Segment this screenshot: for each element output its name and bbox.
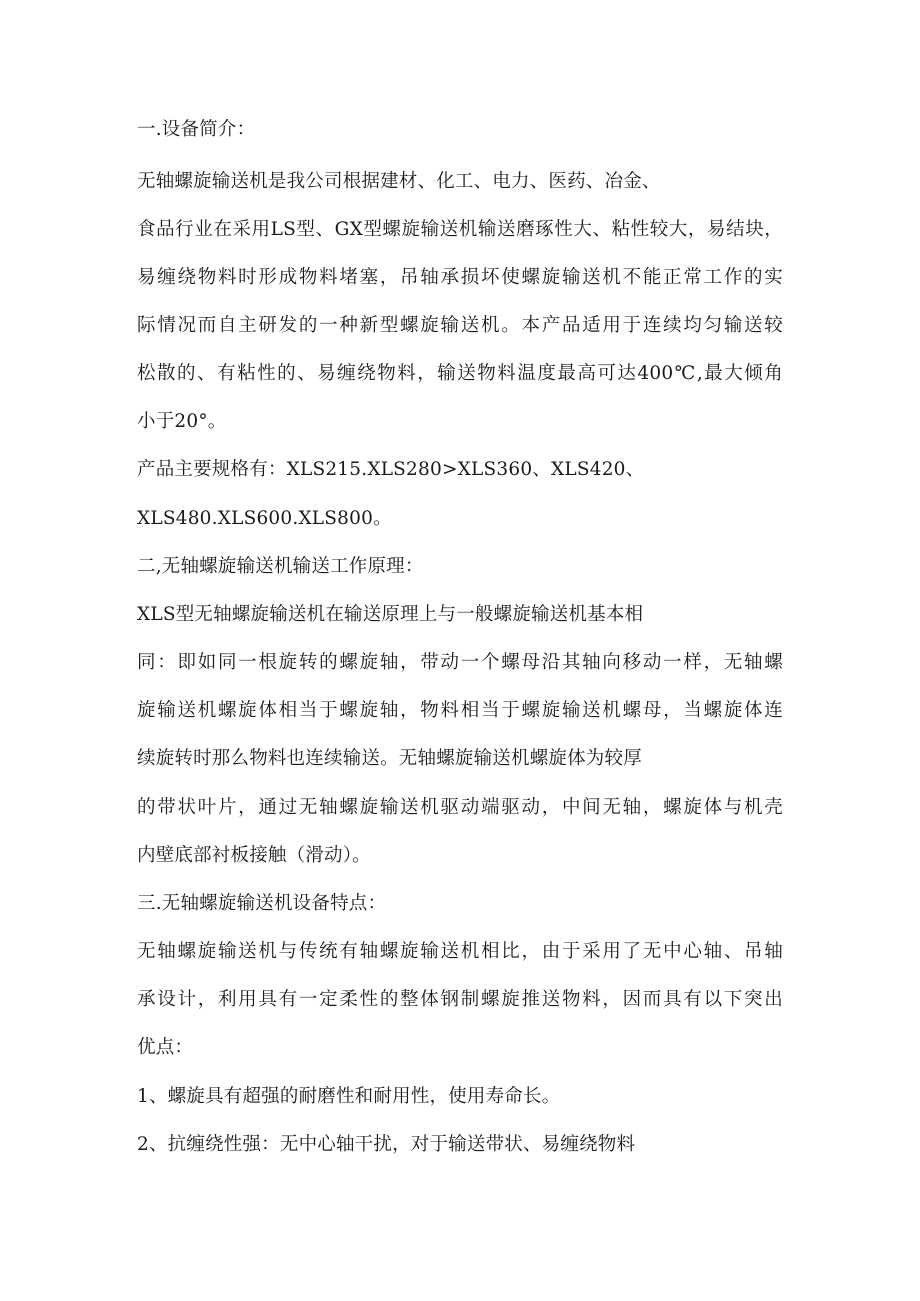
section-heading-intro: 一.设备简介： xyxy=(137,119,256,140)
paragraph-line: 小于20°。 xyxy=(137,411,227,432)
paragraph-line: XLS型无轴螺旋输送机在输送原理上与一般螺旋输送机基本相 xyxy=(137,604,644,625)
list-item: 2、抗缠绕性强：无中心轴干扰，对于输送带状、易缠绕物料 xyxy=(137,1134,636,1155)
specs-line: 产品主要规格有：XLS215.XLS280>XLS360、XLS420、 xyxy=(137,459,645,480)
paragraph-line: 无轴螺旋输送机与传统有轴螺旋输送机相比，由于采用了无中心轴、吊轴 xyxy=(137,941,783,962)
section-heading-principle: 二,无轴螺旋输送机输送工作原理： xyxy=(137,556,424,577)
specs-line: XLS480.XLS600.XLS800。 xyxy=(137,508,392,529)
paragraph-line: 食品行业在采用LS型、GX型螺旋输送机输送磨琢性大、粘性较大，易结块， xyxy=(137,219,783,240)
paragraph-line: 优点： xyxy=(137,1037,194,1058)
paragraph-line: 同：即如同一根旋转的螺旋轴，带动一个螺母沿其轴向移动一样，无轴螺 xyxy=(137,652,783,673)
paragraph-line: 承设计，利用具有一定柔性的整体钢制螺旋推送物料，因而具有以下突出 xyxy=(137,989,783,1010)
paragraph-line: 内壁底部衬板接触（滑动）。 xyxy=(137,845,371,866)
paragraph-line: 无轴螺旋输送机是我公司根据建材、化工、电力、医药、冶金、 xyxy=(137,171,661,192)
paragraph-line: 的带状叶片，通过无轴螺旋输送机驱动端驱动，中间无轴，螺旋体与机壳 xyxy=(137,797,783,818)
list-item: 1、螺旋具有超强的耐磨性和耐用性，使用寿命长。 xyxy=(137,1086,561,1107)
paragraph-line: 续旋转时那么物料也连续输送。无轴螺旋输送机螺旋体为较厚 xyxy=(137,748,642,769)
section-heading-features: 三.无轴螺旋输送机设备特点： xyxy=(137,893,387,914)
paragraph-line: 易缠绕物料时形成物料堵塞，吊轴承损坏使螺旋输送机不能正常工作的实 xyxy=(137,267,783,288)
paragraph-line: 松散的、有粘性的、易缠绕物料，输送物料温度最高可达400℃,最大倾角 xyxy=(137,363,783,384)
paragraph-line: 际情况而自主研发的一种新型螺旋输送机。本产品适用于连续均匀输送较 xyxy=(137,315,783,336)
paragraph-line: 旋输送机螺旋体相当于螺旋轴，物料相当于螺旋输送机螺母，当螺旋体连 xyxy=(137,700,783,721)
